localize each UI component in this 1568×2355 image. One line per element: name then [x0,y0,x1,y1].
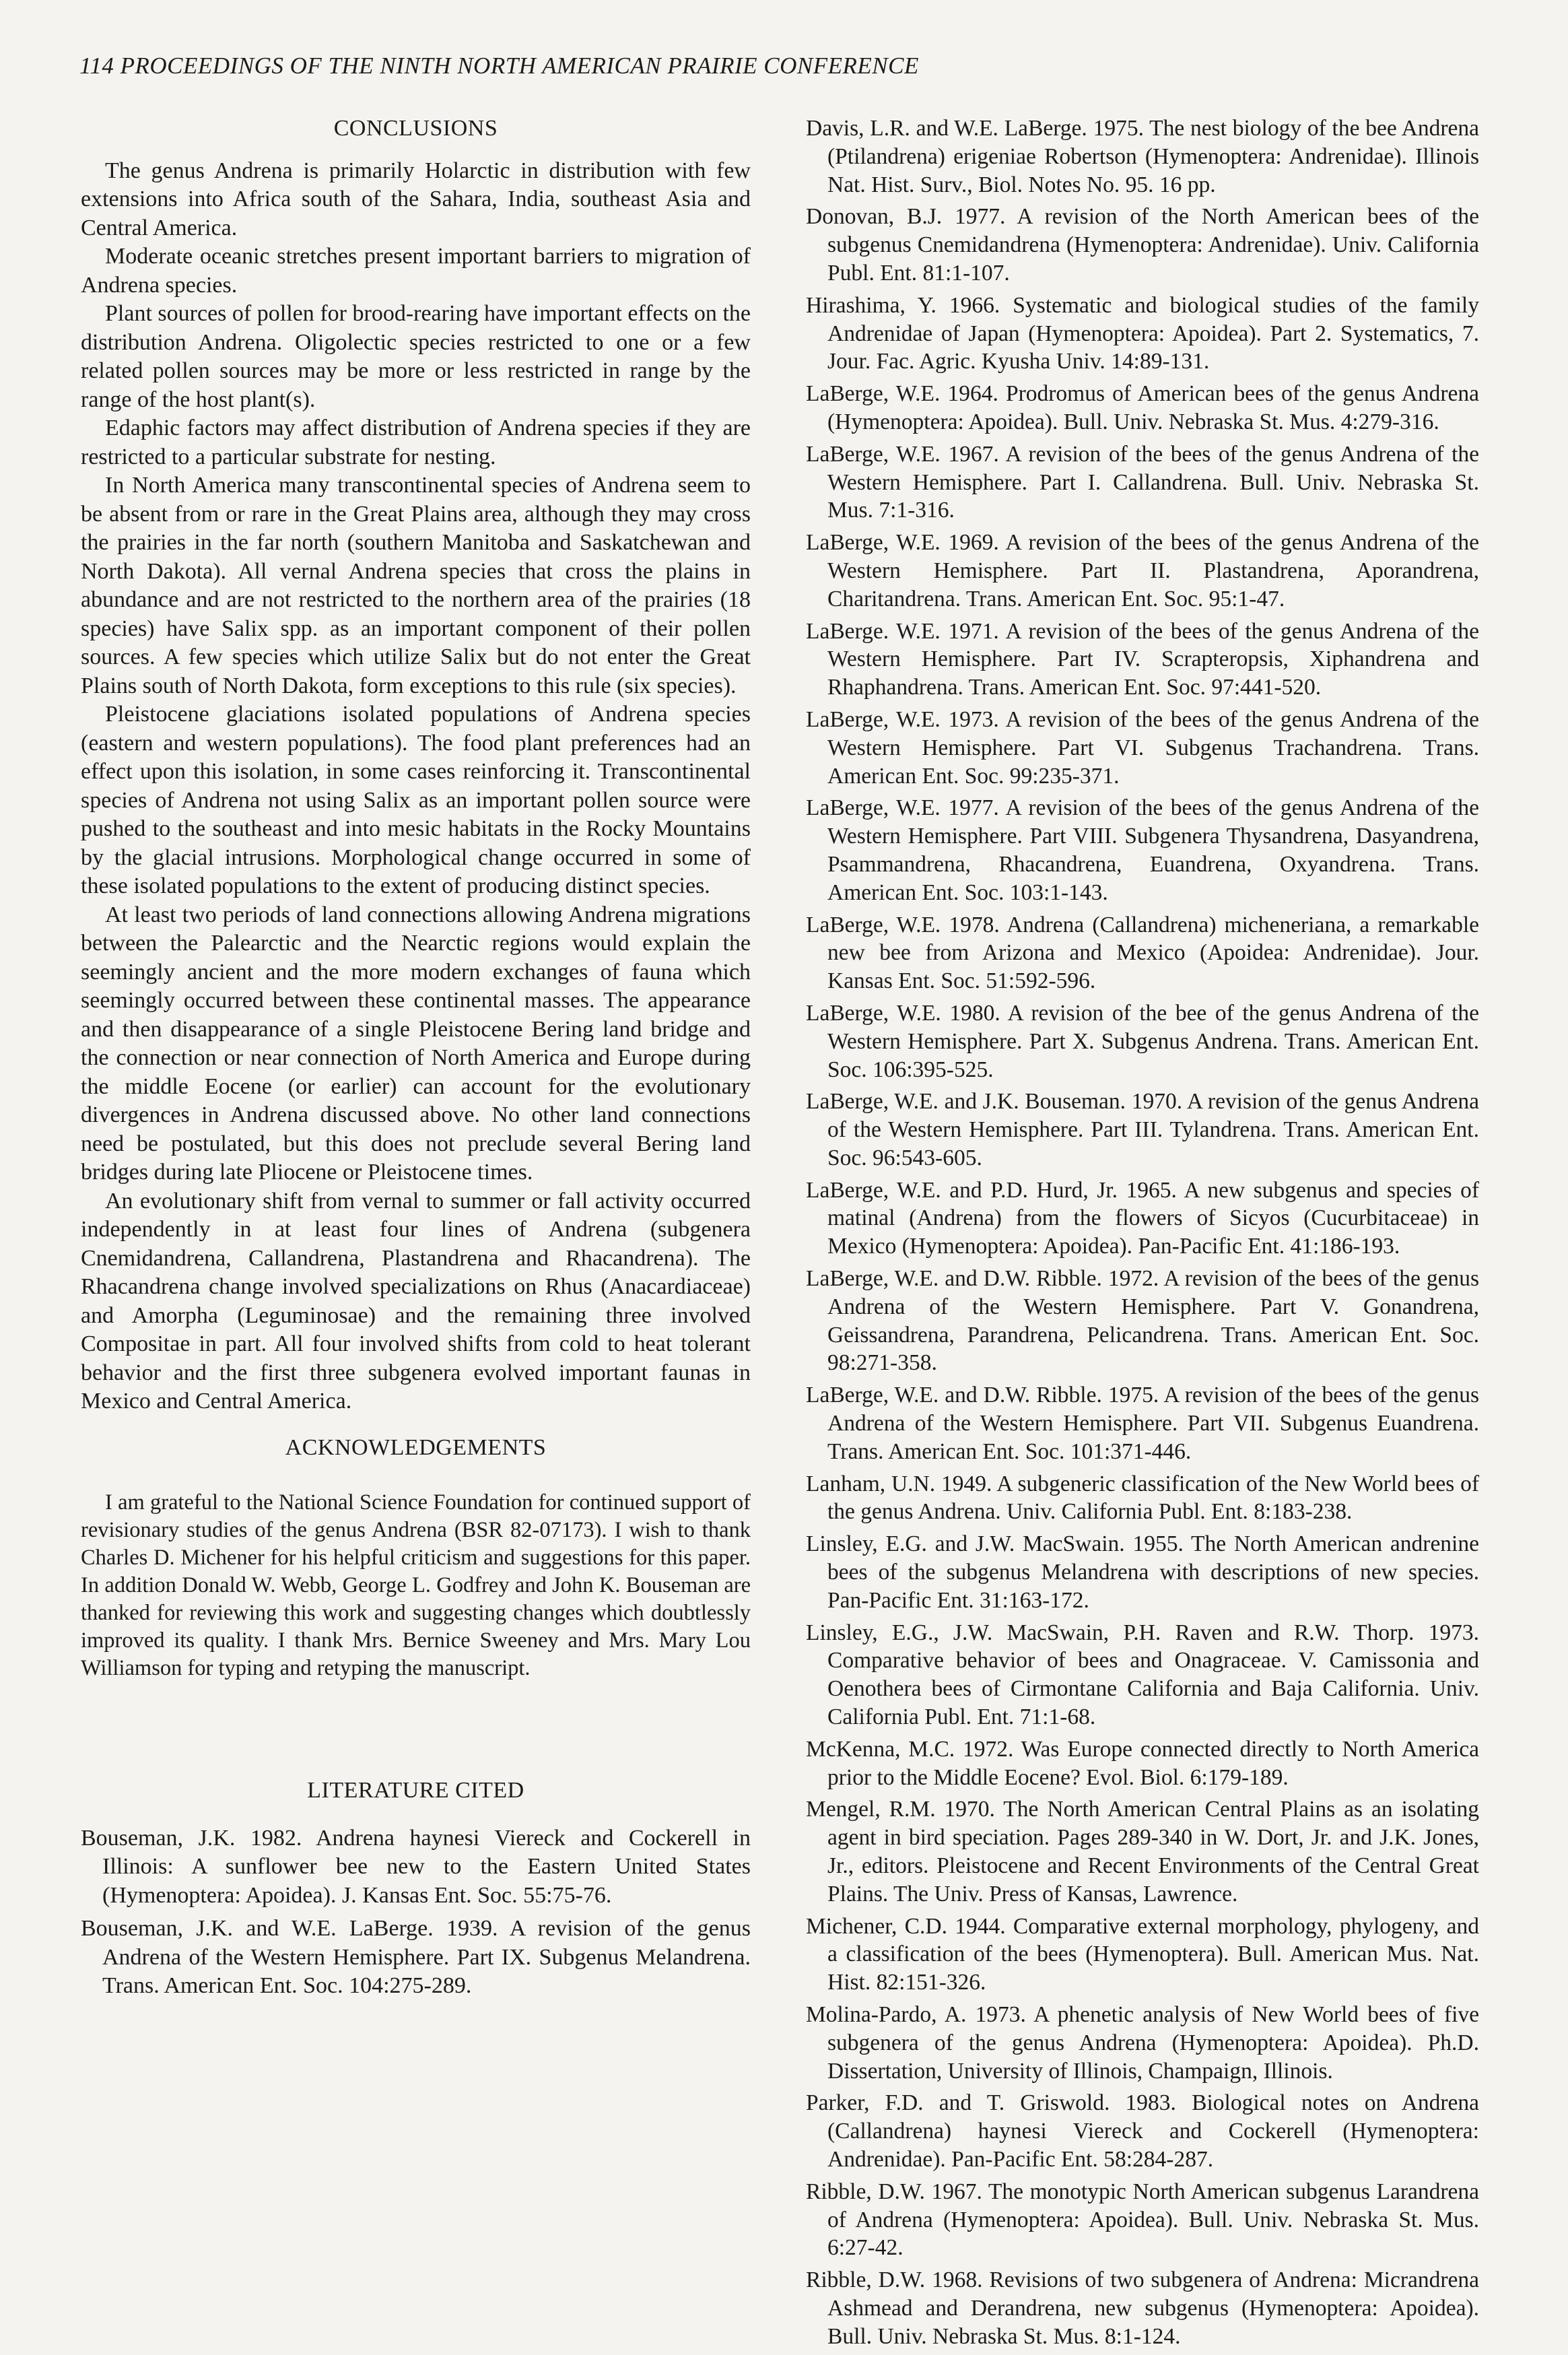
reference-entry: LaBerge, W.E. 1973. A revision of the bees of the genus Andrena of the Western Hemisphere. Part VI. Subgenus Trachandrena. Trans. American Ent. Soc. 99:235-371. [806,706,1479,789]
reference-entry: Hirashima, Y. 1966. Systematic and biological studies of the family Andrenidae of Japan (Hymenoptera: Apoidea). Part 2. Systematics, 7. Jour. Fac. Agric. Kyusha Univ. 14:89-131. [806,292,1479,374]
reference-entry: Linsley, E.G. and J.W. MacSwain. 1955. The North American andrenine bees of the subgenus Melandrena with descriptions of new species. Pan-Pacific Ent. 31:163-172. [806,1531,1479,1613]
conclusion-paragraph: The genus Andrena is primarily Holarctic in distribution with few extensions into Africa south of the Sahara, India, southeast Asia and Central America. [81,158,751,240]
reference-entry: Michener, C.D. 1944. Comparative external morphology, phylogeny, and a classification of the bees (Hymenoptera). Bull. American Mus. Nat. Hist. 82:151-326. [806,1913,1479,1995]
reference-entry: Lanham, U.N. 1949. A subgeneric classification of the New World bees of the genus Andrena. Univ. California Publ. Ent. 8:183-238. [806,1471,1479,1525]
reference-entry: Donovan, B.J. 1977. A revision of the North American bees of the subgenus Cnemidandrena (Hymenoptera: Andrenidae). Univ. California Publ. Ent. 81:1-107. [806,204,1479,286]
conclusions-heading: CONCLUSIONS [333,116,498,141]
left-column [81,114,751,2005]
conclusion-paragraph: Edaphic factors may affect distribution of Andrena species if they are restricted to a particular substrate for nesting. [81,416,751,469]
reference-entry: LaBerge, W.E. and D.W. Ribble. 1975. A revision of the bees of the genus Andrena of the Western Hemisphere. Part VII. Subgenus Euandrena. Trans. American Ent. Soc. 101:371-446. [806,1383,1479,1464]
reference-entry: Ribble, D.W. 1968. Revisions of two subgenera of Andrena: Micrandrena Ashmead and Derandrena, new subgenus (Hymenoptera: Apoidea). Bull. Univ. Nebraska St. Mus. 8:1-124. [806,2267,1479,2349]
reference-entry: Mengel, R.M. 1970. The North American Central Plains as an isolating agent in bird speciation. Pages 289-340 in W. Dort, Jr. and J.K. Jones, Jr., editors. Pleistocene and Recent Environments of the Central Great Plains. The Univ. Press of Kansas, Lawrence. [806,1797,1479,1906]
reference-entry: Molina-Pardo, A. 1973. A phenetic analysis of New World bees of five subgenera of the genus Andrena (Hymenoptera: Apoidea). Ph.D. Dissertation, University of Illinois, Champaign, Illinois. [806,2002,1479,2084]
conclusion-paragraph: Moderate oceanic stretches present important barriers to migration of Andrena species. [81,244,751,298]
reference-entry: LaBerge, W.E. and J.K. Bouseman. 1970. A revision of the genus Andrena of the Western Hemisphere. Part III. Tylandrena. Trans. American Ent. Soc. 96:543-605. [806,1089,1479,1170]
reference-entry: Ribble, D.W. 1967. The monotypic North American subgenus Larandrena of Andrena (Hymenoptera: Apoidea). Bull. Univ. Nebraska St. Mus. 6:27-42. [806,2179,1479,2261]
right-column [806,114,1479,2355]
reference-entry: Parker, F.D. and T. Griswold. 1983. Biological notes on Andrena (Callandrena) haynesi Viereck and Cockerell (Hymenoptera: Andrenidae). Pan-Pacific Ent. 58:284-287. [806,2090,1479,2172]
reference-entry: LaBerge, W.E. 1969. A revision of the bees of the genus Andrena of the Western Hemisphere. Part II. Plastandrena, Aporandrena, Charitandrena. Trans. American Ent. Soc. 95:1-47. [806,530,1479,611]
conclusion-paragraph: In North America many transcontinental species of Andrena seem to be absent from or rare in the Great Plains area, although they may cross the prairies in the far north (southern Manitoba and Saskatchewan and North Dakota). All vernal Andrena species that cross the plains in abundance and are not restricted to the northern area of the prairies (18 species) have Salix spp. as an important component of their pollen sources. A few species which utilize Salix but do not enter the Great Plains south of North Dakota, form exceptions to this rule (six species). [81,473,751,698]
conclusion-paragraph: Pleistocene glaciations isolated populations of Andrena species (eastern and western populations). The food plant preferences had an effect upon this isolation, in some cases reinforcing it. Transcontinental species of Andrena not using Salix as an important pollen source were pushed to the southeast and into mesic habitats in the Rocky Mountains by the glacial intrusions. Morphological change occurred in some of these isolated populations to the extent of producing distinct species. [81,702,751,898]
conclusion-paragraph: At least two periods of land connections allowing Andrena migrations between the Palearctic and the Nearctic regions would explain the seemingly ancient and the more modern exchanges of fauna which seemingly occurred between these continental masses. The appearance and then disappearance of a single Pleistocene Bering land bridge and the connection or near connection of North America and Europe during the middle Eocene (or earlier) can account for the evolutionary divergences in Andrena discussed above. No other land connections need be postulated, but this does not preclude several Bering land bridges during late Pliocene or Pleistocene times. [81,902,751,1185]
reference-entry: LaBerge, W.E. and P.D. Hurd, Jr. 1965. A new subgenus and species of matinal (Andrena) from the flowers of Sicyos (Cucurbitaceae) in Mexico (Hymenoptera: Apoidea). Pan-Pacific Ent. 41:186-193. [806,1177,1479,1259]
reference-entry: McKenna, M.C. 1972. Was Europe connected directly to North America prior to the Middle Eocene? Evol. Biol. 6:179-189. [806,1736,1479,1790]
reference-entry: LaBerge, W.E. 1964. Prodromus of American bees of the genus Andrena (Hymenoptera: Apoidea). Bull. Univ. Nebraska St. Mus. 4:279-316. [806,381,1479,434]
reference-entry: LaBerge. W.E. 1971. A revision of the bees of the genus Andrena of the Western Hemisphere. Part IV. Scrapteropsis, Xiphandrena and Rhaphandrena. Trans. American Ent. Soc. 97:441-520. [806,618,1479,700]
literature-cited-heading: LITERATURE CITED [307,1778,524,1803]
reference-entry: LaBerge, W.E. 1967. A revision of the bees of the genus Andrena of the Western Hemisphere. Part I. Callandrena. Bull. Univ. Nebraska St. Mus. 7:1-316. [806,441,1479,523]
acknowledgements-paragraph: I am grateful to the National Science Foundation for continued support of revisionary studies of the genus Andrena (BSR 82-07173). I wish to thank Charles D. Michener for his helpful criticism and suggestions for this paper. In addition Donald W. Webb, George L. Godfrey and John K. Bouseman are thanked for reviewing this work and suggesting changes which doubtlessly improved its quality. I thank Mrs. Bernice Sweeney and Mrs. Mary Lou Williamson for typing and retyping the manuscript. [81,1490,751,1680]
reference-entry: LaBerge, W.E. and D.W. Ribble. 1972. A revision of the bees of the genus Andrena of the Western Hemisphere. Part V. Gonandrena, Geissandrena, Parandrena, Pelicandrena. Trans. American Ent. Soc. 98:271-358. [806,1266,1479,1376]
reference-entry: LaBerge, W.E. 1977. A revision of the bees of the genus Andrena of the Western Hemisphere. Part VIII. Subgenera Thysandrena, Dasyandrena, Psammandrena, Rhacandrena, Euandrena, Oxyandrena. Trans. American Ent. Soc. 103:1-143. [806,795,1479,905]
reference-entry: Bouseman, J.K. 1982. Andrena haynesi Viereck and Cockerell in Illinois: A sunflower bee new to the Eastern United States (Hymenoptera: Apoidea). J. Kansas Ent. Soc. 55:75-76. [81,1825,751,1908]
acknowledgements-heading: ACKNOWLEDGEMENTS [285,1434,547,1460]
reference-entry: Linsley, E.G., J.W. MacSwain, P.H. Raven and R.W. Thorp. 1973. Comparative behavior of bees and Onagraceae. V. Camissonia and Oenothera bees of Cirmontane California and Baja California. Univ. California Publ. Ent. 71:1-68. [806,1620,1479,1730]
conclusion-paragraph: Plant sources of pollen for brood-rearing have important effects on the distribution Andrena. Oligolectic species restricted to one or a few related pollen sources may be more or less restricted in range by the range of the host plant(s). [81,301,751,412]
reference-entry: LaBerge, W.E. 1980. A revision of the bee of the genus Andrena of the Western Hemisphere. Part X. Subgenus Andrena. Trans. American Ent. Soc. 106:395-525. [806,1000,1479,1082]
reference-entry: Davis, L.R. and W.E. LaBerge. 1975. The nest biology of the bee Andrena (Ptilandrena) erigeniae Robertson (Hymenoptera: Andrenidae). Illinois Nat. Hist. Surv., Biol. Notes No. 95. 16 pp. [806,116,1479,197]
reference-entry: LaBerge, W.E. 1978. Andrena (Callandrena) micheneriana, a remarkable new bee from Arizona and Mexico (Apoidea: Andrenidae). Jour. Kansas Ent. Soc. 51:592-596. [806,912,1479,994]
running-head: 114 PROCEEDINGS OF THE NINTH NORTH AMERICAN PRAIRIE CONFERENCE [79,53,919,79]
reference-entry: Bouseman, J.K. and W.E. LaBerge. 1939. A revision of the genus Andrena of the Western Hemisphere. Part IX. Subgenus Melandrena. Trans. American Ent. Soc. 104:275-289. [81,1916,751,1998]
conclusion-paragraph: An evolutionary shift from vernal to summer or fall activity occurred independently in at least four lines of Andrena (subgenera Cnemidandrena, Callandrena, Plastandrena and Rhacandrena). The Rhacandrena change involved specializations on Rhus (Anacardiaceae) and Amorpha (Leguminosae) and the remaining three involved Compositae in part. All four involved shifts from cold to heat tolerant behavior and the first three subgenera evolved important faunas in Mexico and Central America. [81,1188,751,1414]
